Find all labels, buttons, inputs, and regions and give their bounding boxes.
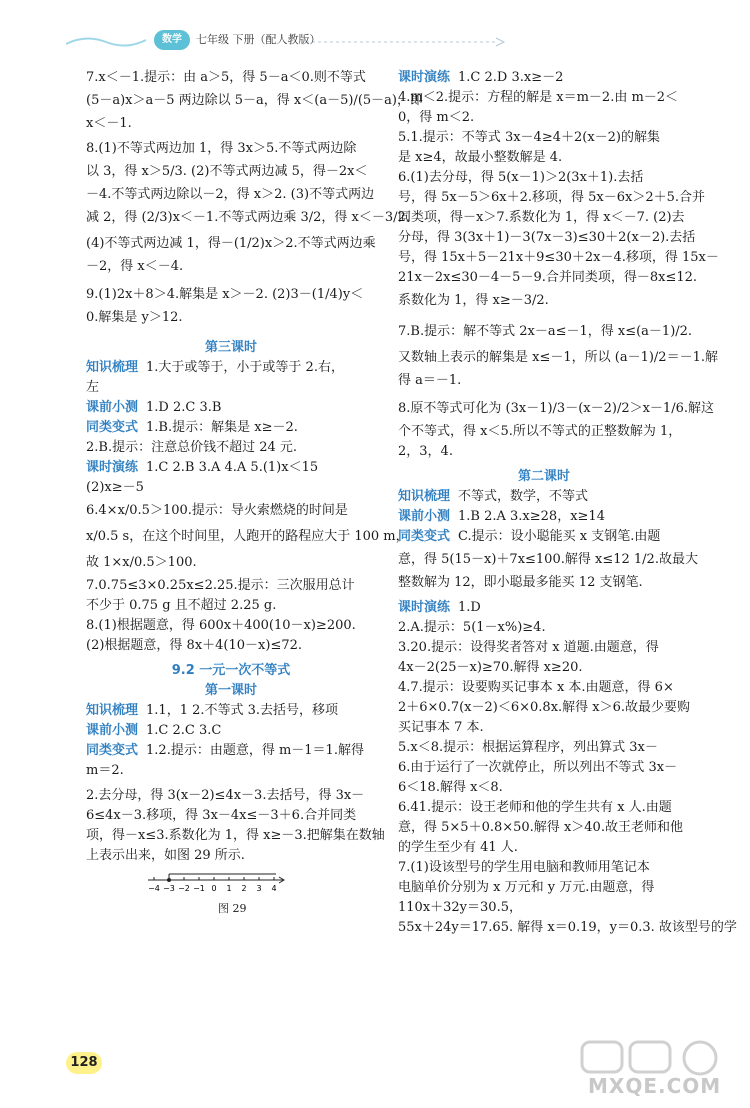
answer-line: 又数轴上表示的解集是 x≤－1，所以 (a－1)/2＝－1.解 — [398, 350, 718, 365]
answer-line: 同类项，得－x＞7.系数化为 1，得 x＜－7. (2)去 — [398, 210, 685, 225]
answer-line: 2，3，4. — [398, 444, 453, 459]
knowledge-answers: 不等式，数学，不等式 — [458, 489, 589, 504]
left-column — [86, 68, 423, 915]
answer-line: 减 2，得 (2/3)x＜－1.不等式两边乘 3/2，得 x＜－3/2. — [86, 210, 410, 225]
variant-answers: C.提示：设小聪能买 x 支钢笔.由题 — [458, 529, 661, 544]
number-line-tick-label: 2 — [241, 884, 247, 893]
page-header — [66, 28, 506, 64]
answer-line: 得 a＝－1. — [398, 373, 462, 388]
pre-test-answers: 1.D 2.C 3.B — [146, 400, 222, 415]
practice-answers: 1.D — [458, 600, 481, 615]
number-line-tick-label: −4 — [148, 884, 160, 893]
section-label: 课时演练 — [398, 600, 451, 615]
answer-line: 7.x＜－1.提示：由 a＞5，得 5－a＜0.则不等式 — [86, 70, 366, 85]
lesson-title: 第一课时 — [204, 683, 257, 698]
answer-line: (2)根据题意，得 8x＋4(10－x)≤72. — [86, 638, 303, 653]
answer-line: 的学生至少有 41 人. — [398, 840, 518, 855]
answer-line: 号，得 15x＋5－21x＋9≤30＋2x－4.移项，得 15x－ — [398, 250, 719, 265]
pre-test-row — [86, 398, 376, 418]
number-line-tick-label: 4 — [271, 884, 277, 893]
variant-row — [398, 527, 690, 547]
knowledge-answers: 1.大于或等于，小于或等于 2.右， — [146, 360, 344, 375]
pre-test-answers: 1.C 2.C 3.C — [146, 723, 222, 738]
right-column — [398, 68, 737, 938]
answer-line: 意，得 5×5＋0.8×50.解得 x＞40.故王老师和他 — [398, 820, 683, 835]
answer-line: 2.去分母，得 3(x－2)≤4x－3.去括号，得 3x－ — [86, 788, 365, 803]
answer-line: 2.A.提示：5(1－x%)≥4. — [398, 620, 546, 635]
answer-line: 0.解集是 y＞12. — [86, 310, 183, 325]
variant-answers: 1.2.提示：由题意，得 m－1＝1.解得 — [146, 743, 364, 758]
knowledge-row — [398, 487, 690, 507]
section-label: 课前小测 — [86, 400, 139, 415]
watermark-text: MXQE.COM — [588, 1074, 722, 1098]
answer-line: (4)不等式两边减 1，得－(1/2)x＞2.不等式两边乘 — [86, 236, 376, 251]
answer-line: 8.(1)不等式两边加 1，得 3x＞5.不等式两边除 — [86, 141, 357, 156]
answer-line: 7.(1)设该型号的学生用电脑和教师用笔记本 — [398, 860, 650, 875]
answer-line: 电脑单价分别为 x 万元和 y 万元.由题意，得 — [398, 880, 655, 895]
figure-caption: 图 29 — [218, 902, 247, 915]
variant-answers: 1.B.提示：解集是 x≥－2. — [146, 420, 298, 435]
variant-answers-cont: 2.B.提示：注意总价钱不超过 24 元. — [86, 440, 298, 455]
number-line — [146, 870, 296, 900]
answer-line: 5.x＜8.提示：根据运算程序，列出算式 3x－ — [398, 740, 658, 755]
knowledge-row — [86, 701, 376, 721]
answer-line: 4.m＜2.提示：方程的解是 x＝m－2.由 m－2＜ — [398, 90, 679, 105]
answer-line: －2，得 x＜－4. — [86, 259, 184, 274]
variant-row — [86, 418, 376, 438]
book-title: 七年级 下册（配人教版） — [196, 33, 321, 46]
answer-line: 意，得 5(15－x)＋7x≤100.解得 x≤12 1/2.故最大 — [398, 552, 698, 567]
lesson-title: 第二课时 — [517, 469, 570, 484]
answer-line: 6≤4x－3.移项，得 3x－4x≤－3＋6.合并同类 — [86, 808, 357, 823]
number-line-tick-label: −1 — [193, 884, 205, 893]
answer-line: 6＜18.解得 x＜8. — [398, 780, 503, 795]
practice-answers: 1.C 2.B 3.A 4.A 5.(1)x＜15 — [146, 460, 319, 475]
section-label: 课时演练 — [86, 460, 139, 475]
answer-line: 分母，得 3(3x＋1)－3(7x－3)≤30＋2(x－2).去括 — [398, 230, 696, 245]
answer-line: x/0.5 s，在这个时间里，人跑开的路程应大于 100 m， — [86, 529, 409, 544]
answer-line: 110x＋32y＝30.5， — [398, 900, 522, 915]
knowledge-answers: 1.1，1 2.不等式 3.去括号，移项 — [146, 703, 339, 718]
number-line-tick-label: 1 — [226, 884, 232, 893]
number-line-figure — [86, 870, 376, 914]
answer-line: 上表示出来，如图 29 所示. — [86, 848, 245, 863]
number-line-tick-label: 3 — [256, 884, 262, 893]
solution-dot — [167, 878, 171, 882]
section-label: 同类变式 — [398, 529, 451, 544]
answer-line: 6.(1)去分母，得 5(x－1)＞2(3x＋1).去括 — [398, 170, 644, 185]
answer-line: 7.0.75≤3×0.25x≤2.25.提示：三次服用总计 — [86, 578, 355, 593]
lesson-title: 第三课时 — [204, 340, 257, 355]
answer-line: 2＋6×0.7(x－2)＜6×0.8x.解得 x＞6.故最少要购 — [398, 700, 691, 715]
knowledge-row — [86, 358, 376, 378]
answer-line: 7.B.提示：解不等式 2x－a≤－1，得 x≤(a－1)/2. — [398, 324, 693, 339]
answer-line: 4x－2(25－x)≥70.解得 x≥20. — [398, 660, 583, 675]
pre-test-answers: 1.B 2.A 3.x≥28，x≥14 — [458, 509, 605, 524]
practice-answers-cont: (2)x≥－5 — [86, 480, 144, 495]
answer-line: 买记事本 7 本. — [398, 720, 484, 735]
answer-line: －4.不等式两边除以－2，得 x＞2. (3)不等式两边 — [86, 187, 375, 202]
answer-line: 9.(1)2x＋8＞4.解集是 x＞－2. (2)3－(1/4)y＜ — [86, 287, 364, 302]
number-line-tick-label: −3 — [163, 884, 175, 893]
section-label: 课时演练 — [398, 70, 451, 85]
section-label: 知识梳理 — [398, 489, 451, 504]
subject-badge: 数学 — [154, 30, 190, 50]
answer-line: x＜－1. — [86, 116, 132, 131]
section-title: 9.2 一元一次不等式 — [171, 663, 291, 678]
watermark — [580, 1038, 740, 1104]
variant-answers-cont: m＝2. — [86, 763, 124, 778]
answer-line: 6.由于运行了一次就停止，所以列出不等式 3x－ — [398, 760, 678, 775]
practice-row — [86, 458, 376, 478]
answer-line: 整数解为 12，即小聪最多能买 12 支钢笔. — [398, 575, 643, 590]
answer-line: 0，得 m＜2. — [398, 110, 475, 125]
pre-test-row — [86, 721, 376, 741]
answer-line: 21x－2x≤30－4－5－9.合并同类项，得－8x≤12. — [398, 270, 698, 285]
section-label: 知识梳理 — [86, 703, 139, 718]
section-label: 知识梳理 — [86, 360, 139, 375]
variant-row — [86, 741, 376, 761]
number-line-tick-label: −2 — [178, 884, 190, 893]
answer-line: 不少于 0.75 g 且不超过 2.25 g. — [86, 598, 277, 613]
section-label: 同类变式 — [86, 420, 139, 435]
answer-line: 3.20.提示：设得奖者答对 x 道题.由题意，得 — [398, 640, 659, 655]
section-label: 课前小测 — [86, 723, 139, 738]
answer-line: 故 1×x/0.5＞100. — [86, 555, 197, 570]
answer-line: 5.1.提示：不等式 3x－4≥4＋2(x－2)的解集 — [398, 130, 660, 145]
answer-line: (5－a)x＞a－5 两边除以 5－a，得 x＜(a－5)/(5－a)，即 — [86, 93, 423, 108]
number-line-tick-label: 0 — [211, 884, 217, 893]
answer-line: 4.7.提示：设要购买记事本 x 本.由题意，得 6× — [398, 680, 674, 695]
pre-test-row — [398, 507, 690, 527]
practice-row — [398, 598, 690, 618]
answer-line: 8.(1)根据题意，得 600x＋400(10－x)≥200. — [86, 618, 356, 633]
practice-row — [398, 68, 690, 88]
page-number: 128 — [66, 1052, 102, 1074]
section-label: 课前小测 — [398, 509, 451, 524]
answer-line: 号，得 5x－5＞6x＋2.移项，得 5x－6x＞2＋5.合并 — [398, 190, 706, 205]
answer-line: 个不等式，得 x＜5.所以不等式的正整数解为 1， — [398, 424, 682, 439]
practice-answers: 1.C 2.D 3.x≥－2 — [458, 70, 564, 85]
answer-line: 55x＋24y＝17.65. 解得 x＝0.19，y＝0.3. 故该型号的学 — [398, 920, 737, 935]
answer-line: 6.4×x/0.5＞100.提示：导火索燃烧的时间是 — [86, 503, 348, 518]
section-label: 同类变式 — [86, 743, 139, 758]
watermark-logo-icon — [580, 1038, 740, 1078]
answer-line: 项，得－x≤3.系数化为 1，得 x≥－3.把解集在数轴 — [86, 828, 385, 843]
answer-line: 系数化为 1，得 x≥－3/2. — [398, 293, 549, 308]
answer-line: 是 x≥4，故最小整数解是 4. — [398, 150, 563, 165]
knowledge-answers-cont: 左 — [86, 380, 100, 395]
answer-line: 以 3，得 x＞5/3. (2)不等式两边减 5，得－2x＜ — [86, 164, 368, 179]
answer-line: 6.41.提示：设王老师和他的学生共有 x 人.由题 — [398, 800, 672, 815]
answer-line: 8.原不等式可化为 (3x－1)/3－(x－2)/2＞x－1/6.解这 — [398, 401, 714, 416]
